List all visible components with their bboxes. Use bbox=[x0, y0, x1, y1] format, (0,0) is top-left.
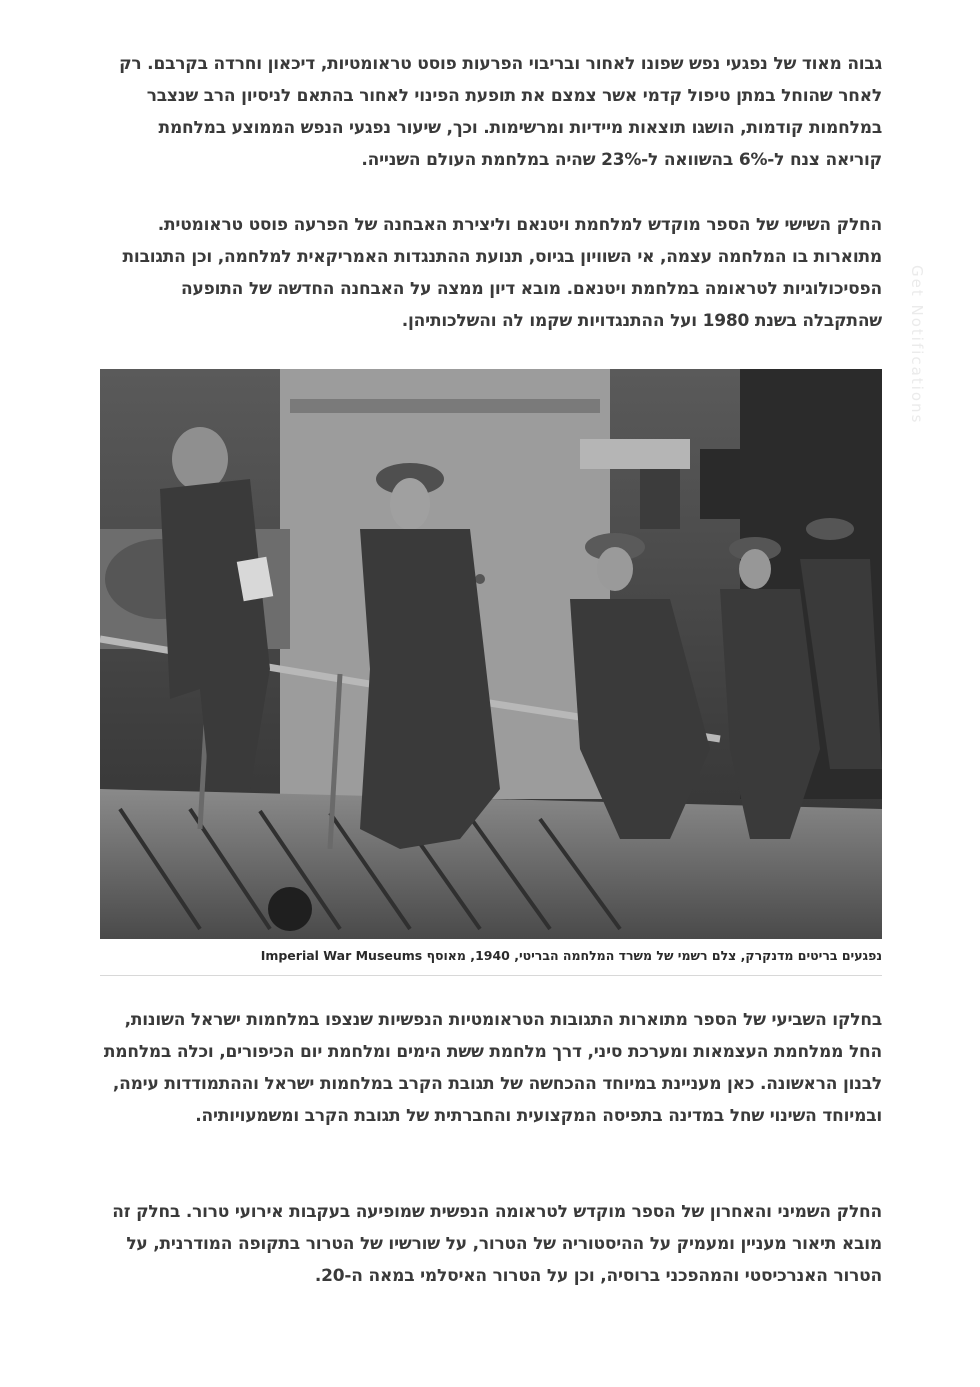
paragraph-israel-wars: בחלקו השביעי של הספר מתוארות התגובות הטראומטיות הנפשיות שנצפו במלחמות ישראל השונות, החל ממלחמת העצמאות ומערכת סיני, דרך מלחמת ששת הימים ומלחמת יום הכיפורים, וכלה במלחמת לבנון הראשונה. כאן מעניינת במיוחד ההכחשה של תגובת הקרב במלחמות ישראל וההתמודדות עימה, ובמיוחד השינוי שחל במדינה בתפיסה המקצועית והחברתית של תגובת הקרב ומשמעויותיה. bbox=[103, 1010, 882, 1126]
article-figure bbox=[100, 369, 882, 976]
paragraph-vietnam: החלק השישי של הספר מוקדש למלחמת ויטנאם וליצירת האבחנה של הפרעה פוסט טראומטית. מתוארות בו המלחמה עצמה, אי השוויון בגיוס, תנועת ההתנגדות האמריקאית למלחמה, וכן התגובות הפסיכולוגיות לטראומה במלחמת ויטנאם. מובא דיון ממצה על האבחנה החדשה של התופעה שהתקבלה בשנת 1980 ועל ההתנגדויות שקמו לה והשלכותיהן. bbox=[122, 215, 882, 331]
paragraph-korea: גבוה מאוד של נפגעי נפש שפונו לאחור ובריבוי הפרעות פוסט טראומטיות, דיכאון וחרדה בקרבם. רק לאחר שהוחל במתן טיפול קדמי אשר צמצם את תופעת הפינוי לאחור בהתאם לניסיון הרב שנצבר במלחמות קודמות, הושגו תוצאות מיידיות ומרשימות. וכך, שיעור נפגעי הנפש הממוצע במלחמת קוריאה צנח ל-6% בהשוואה ל-23% שהיה במלחמת העולם השנייה. bbox=[119, 54, 882, 170]
dunkirk-photo bbox=[100, 369, 882, 939]
paragraph-terror: החלק השמיני והאחרון של הספר מוקדש לטראומה הנפשית שמופיעה בעקבות אירועי טרור. בחלק זה מובא תיאור מעניין ומעמיק על ההיסטוריה של הטרור, על שורשיו של הטרור בתקופה המודרנית, על הטרור האנרכיסטי והמהפכני ברוסיה, וכן על הטרור האיסלמי במאה ה-20. bbox=[112, 1202, 882, 1286]
photo-caption: נפגעים בריטים מדנקרק, צלם רשמי של משרד המלחמה הבריטי, 1940, מאוסף Imperial War Museums bbox=[100, 945, 882, 976]
get-notifications-tab[interactable]: Get Notifications bbox=[908, 265, 926, 425]
